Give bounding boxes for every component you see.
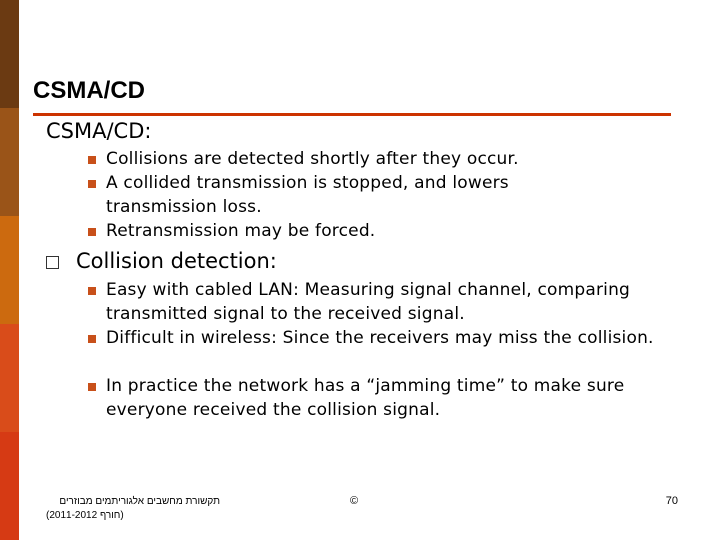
decorative-side-bar — [0, 0, 19, 540]
square-bullet-icon — [88, 287, 96, 295]
side-bar-segment — [0, 432, 19, 540]
side-bar-segment — [0, 324, 19, 432]
side-bar-segment — [0, 216, 19, 324]
bullet-text: A collided transmission is stopped, and lowers transmission loss. — [106, 173, 509, 217]
footer-course-title: תקשורת מחשבים אלגוריתמים מבוזרים — [59, 496, 220, 507]
footer-course — [40, 495, 220, 523]
bullet-text: Difficult in wireless: Since the receivers may miss the collision. — [106, 328, 654, 348]
section-heading: Collision detection: — [76, 249, 277, 273]
hollow-square-bullet-icon — [46, 256, 59, 269]
side-bar-segment — [0, 0, 19, 108]
bullet-text: Retransmission may be forced. — [106, 221, 376, 241]
page-number: 70 — [665, 495, 678, 507]
bullet-text: Collisions are detected shortly after they occur. — [106, 149, 519, 169]
square-bullet-icon — [88, 335, 96, 343]
square-bullet-icon — [88, 180, 96, 188]
bullet-text: Easy with cabled LAN: Measuring signal channel, comparing transmitted signal to the received signal. — [106, 280, 631, 324]
square-bullet-icon — [88, 383, 96, 391]
footer-copyright: © — [350, 495, 359, 507]
title-underline — [33, 113, 671, 116]
square-bullet-icon — [88, 156, 96, 164]
footer-course-term: (2011-2012 חורף) — [46, 510, 124, 521]
side-bar-segment — [0, 108, 19, 216]
square-bullet-icon — [88, 228, 96, 236]
slide-title: CSMA/CD — [33, 77, 145, 104]
intro-heading: CSMA/CD: — [46, 119, 152, 143]
bullet-text: In practice the network has a “jamming time” to make sure everyone received the collision signal. — [106, 376, 625, 420]
